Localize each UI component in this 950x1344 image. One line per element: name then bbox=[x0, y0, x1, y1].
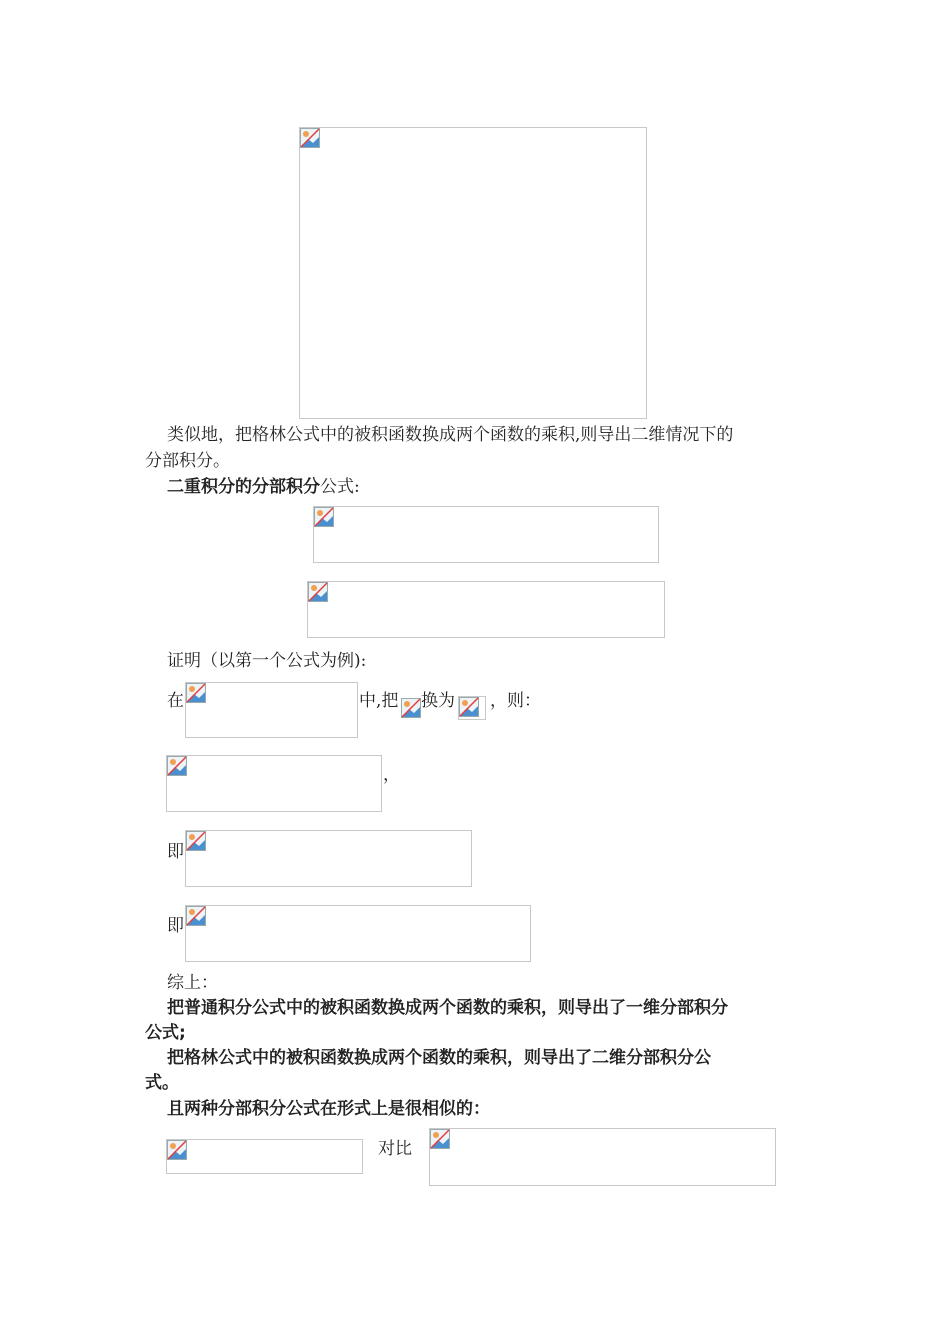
broken-image-icon bbox=[308, 582, 328, 602]
broken-image-icon bbox=[401, 698, 421, 718]
figure-image bbox=[299, 127, 647, 419]
summary-line: 把格林公式中的被积函数换成两个函数的乘积，则导出了二维分部积分公 bbox=[167, 1048, 711, 1068]
formula-image bbox=[429, 1128, 776, 1186]
broken-image-icon bbox=[167, 756, 187, 776]
formula-image bbox=[307, 581, 665, 638]
inline-formula-image bbox=[458, 696, 486, 720]
broken-image-icon bbox=[459, 697, 479, 717]
heading-bold-text: 二重积分的分部积分 bbox=[167, 477, 320, 497]
summary-line: 且两种分部积分公式在形式上是很相似的： bbox=[167, 1099, 490, 1119]
inline-text: 在 bbox=[167, 691, 184, 711]
inline-text: 即 bbox=[167, 842, 184, 862]
formula-image bbox=[166, 1139, 363, 1174]
broken-image-icon bbox=[186, 683, 206, 703]
broken-image-icon bbox=[167, 1140, 187, 1160]
section-heading bbox=[167, 476, 360, 498]
broken-image-icon bbox=[300, 128, 320, 148]
formula-image bbox=[185, 682, 358, 738]
formula-image bbox=[185, 830, 472, 887]
formula-image bbox=[166, 755, 382, 812]
broken-image-icon bbox=[186, 906, 206, 926]
summary-line: 式。 bbox=[145, 1073, 179, 1093]
formula-image bbox=[313, 506, 659, 563]
inline-text: 中,把 bbox=[359, 691, 399, 711]
broken-image-icon bbox=[430, 1129, 450, 1149]
inline-text: ，则： bbox=[490, 691, 541, 711]
proof-label: 证明（以第一个公式为例): bbox=[167, 651, 367, 671]
heading-rest-text: 公式: bbox=[320, 477, 360, 497]
inline-text: 即 bbox=[167, 916, 184, 936]
summary-line: 公式; bbox=[145, 1023, 186, 1043]
broken-image-icon bbox=[314, 507, 334, 527]
paragraph-line: 分部积分。 bbox=[145, 451, 230, 471]
summary-line: 把普通积分公式中的被积函数换成两个函数的乘积，则导出了一维分部积分 bbox=[167, 998, 728, 1018]
inline-text: ， bbox=[383, 765, 400, 785]
summary-label: 综上： bbox=[167, 973, 218, 993]
inline-formula-image bbox=[401, 698, 421, 719]
compare-label: 对比 bbox=[378, 1139, 412, 1159]
paragraph-line: 类似地，把格林公式中的被积函数换成两个函数的乘积,则导出二维情况下的 bbox=[167, 425, 734, 445]
broken-image-icon bbox=[186, 831, 206, 851]
formula-image bbox=[185, 905, 531, 962]
inline-text: 换为 bbox=[421, 691, 455, 711]
